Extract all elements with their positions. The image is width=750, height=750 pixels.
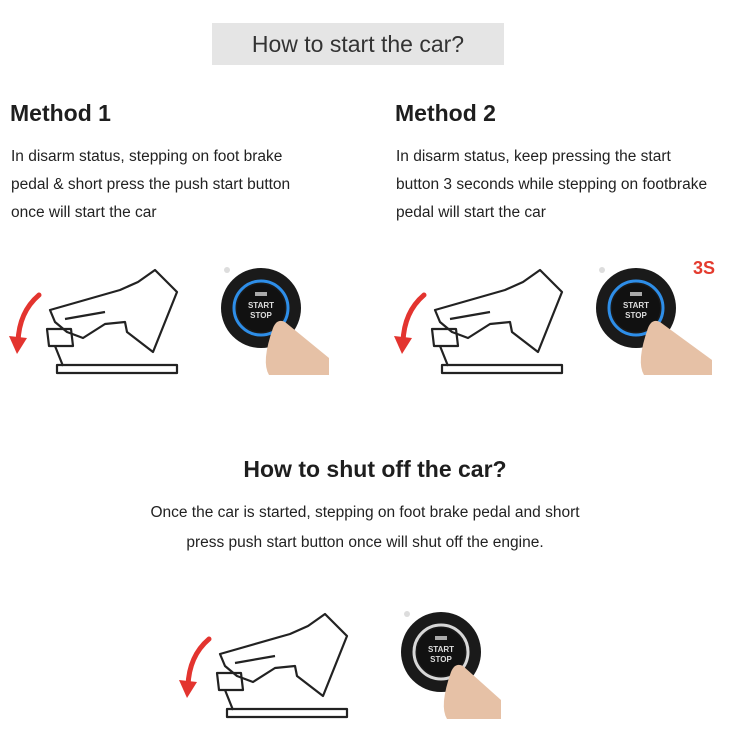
foot-on-pedal-icon (432, 270, 562, 373)
button-label-start: START (247, 301, 275, 310)
button-label-stop: STOP (250, 311, 272, 320)
method-1-description (11, 143, 290, 227)
method-1-line-2: pedal & short press the push start button (11, 176, 291, 193)
finger-icon (641, 321, 712, 375)
shutoff-line-2: press push start button once will shut off the engine. (186, 534, 544, 551)
hold-time-label: 3S (693, 258, 716, 278)
foot-on-pedal-icon (217, 614, 347, 717)
button-label-start: START (427, 645, 455, 654)
method-2-line-2: button 3 seconds while stepping on footbrake (396, 176, 708, 193)
curved-arrow-down-icon (394, 295, 424, 354)
shutoff-title: How to shut off the car? (243, 456, 507, 482)
foot-on-pedal-icon (47, 270, 177, 373)
curved-arrow-down-icon (179, 639, 209, 698)
method-2-title: Method 2 (395, 100, 496, 126)
method-1-line-3: once will start the car (11, 204, 157, 221)
method-2-description (396, 143, 707, 227)
method-1-title: Method 1 (10, 100, 111, 126)
method-1-line-1: In disarm status, stepping on foot brake (11, 148, 283, 165)
page-title: How to start the car? (212, 23, 504, 65)
shutoff-description (0, 498, 730, 558)
method-2-line-1: In disarm status, keep pressing the start (396, 148, 671, 165)
finger-icon (266, 321, 329, 375)
method-2-illustration (390, 262, 720, 380)
method-1-illustration (5, 262, 335, 380)
shutoff-illustration (175, 606, 505, 724)
button-label-start: START (622, 301, 650, 310)
button-label-stop: STOP (430, 655, 452, 664)
curved-arrow-down-icon (9, 295, 39, 354)
method-2-line-3: pedal will start the car (396, 204, 546, 221)
button-label-stop: STOP (625, 311, 647, 320)
shutoff-line-1: Once the car is started, stepping on foot brake pedal and short (150, 504, 580, 521)
